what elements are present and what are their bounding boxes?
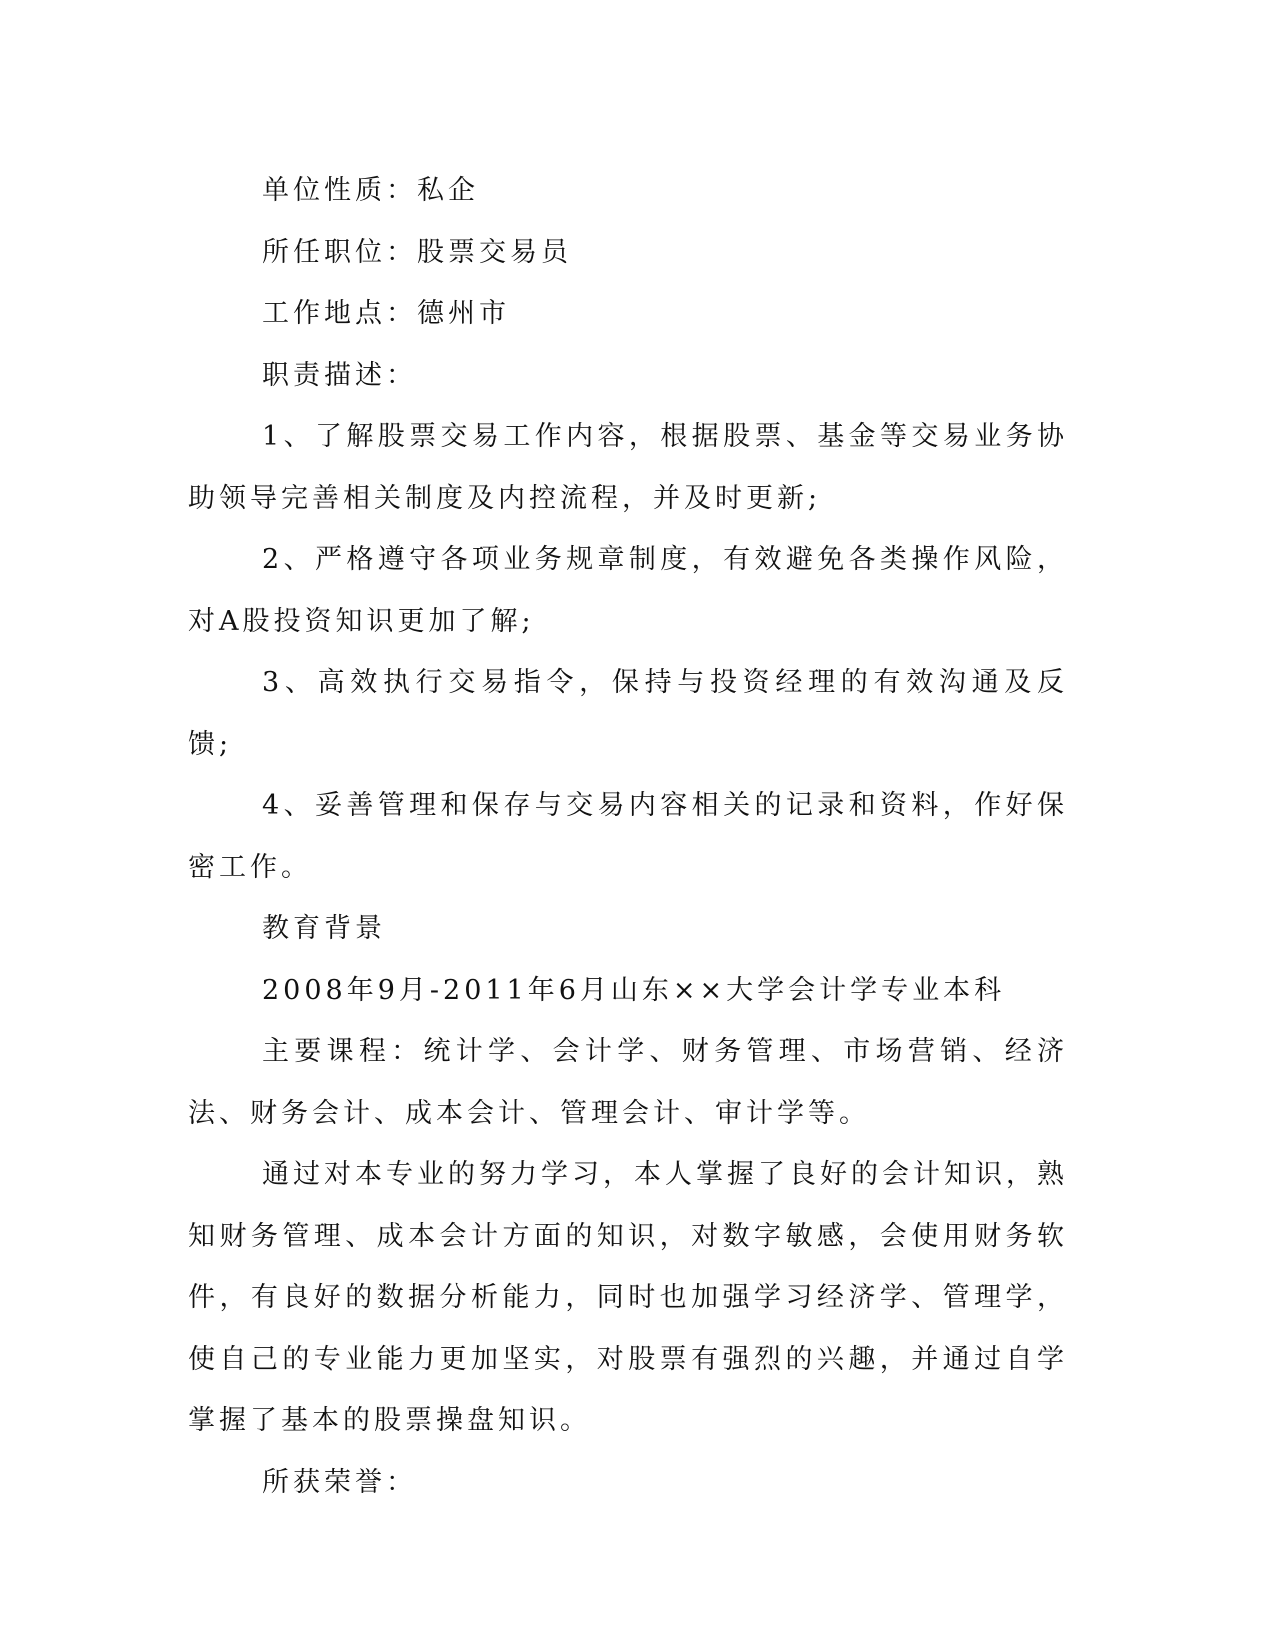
paragraph-education-period: 2008年9月-2011年6月山东××大学会计学专业本科	[262, 974, 1006, 1006]
paragraph-duties-heading: 职责描述：	[262, 359, 417, 391]
paragraph-education-heading: 教育背景	[262, 913, 386, 944]
paragraph-position: 所任职位：股票交易员	[262, 236, 572, 268]
paragraph-duty-4: 4、妥善管理和保存与交易内容相关的记录和资料，作好保密工作。	[188, 790, 1068, 883]
paragraph-main-courses: 主要课程：统计学、会计学、财务管理、市场营销、经济法、财务会计、成本会计、管理会计、审计学等。	[188, 1036, 1068, 1129]
paragraph-honors-heading: 所获荣誉：	[262, 1466, 417, 1498]
paragraph-self-summary: 通过对本专业的努力学习，本人掌握了良好的会计知识，熟知财务管理、成本会计方面的知识，对数字敏感，会使用财务软件，有良好的数据分析能力，同时也加强学习经济学、管理学，使自己的专业能力更加坚实，对股票有强烈的兴趣，并通过自学掌握了基本的股票操盘知识。	[188, 1159, 1068, 1436]
document-body	[188, 160, 1068, 1513]
paragraph-work-location: 工作地点：德州市	[262, 298, 510, 329]
paragraph-unit-type: 单位性质：私企	[262, 175, 479, 206]
paragraph-duty-1: 1、了解股票交易工作内容，根据股票、基金等交易业务协助领导完善相关制度及内控流程，并及时更新;	[188, 421, 1068, 514]
paragraph-duty-2: 2、严格遵守各项业务规章制度，有效避免各类操作风险，对A股投资知识更加了解;	[188, 544, 1068, 637]
paragraph-duty-3: 3、高效执行交易指令，保持与投资经理的有效沟通及反馈;	[188, 667, 1068, 760]
